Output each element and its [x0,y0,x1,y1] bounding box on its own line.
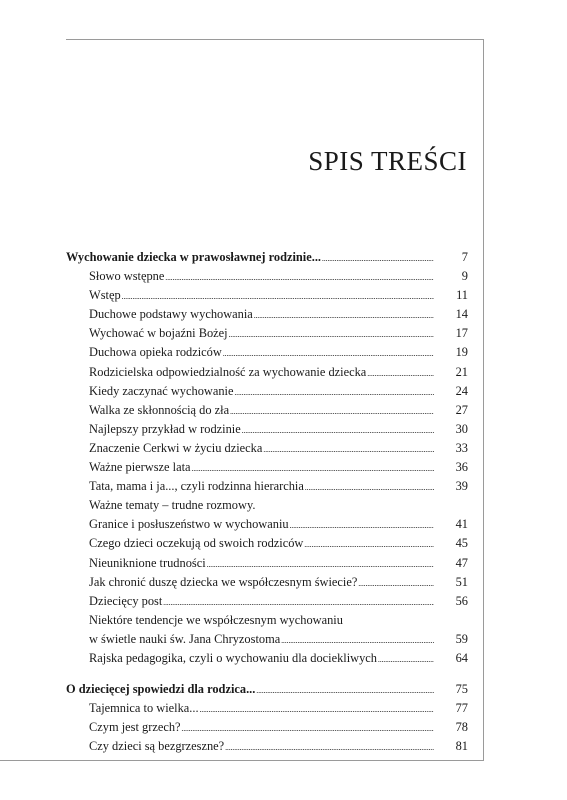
toc-entry-title: Czego dzieci oczekują od swoich rodziców [89,536,304,551]
toc-entry-title: Wychowanie dziecka w prawosławnej rodzinie... [66,250,322,264]
toc-entry-page-number: 30 [455,421,468,436]
toc-entry [66,324,468,343]
toc-entry-title: Niektóre tendencje we współczesnym wychowaniu [89,612,343,627]
toc-entry-title: w świetle nauki św. Jana Chryzostoma [89,631,281,646]
toc-entry-leader [89,554,434,574]
toc-entry [66,477,468,496]
toc-entry-leader [66,248,434,268]
toc-entry-leader [89,477,434,497]
toc-entry-title: Tata, mama i ja..., czyli rodzinna hierarchia [89,479,304,494]
toc-entry-page-number: 51 [455,574,468,589]
toc-entry [66,401,468,420]
toc-entry-leader [89,267,434,287]
toc-entry-title: Tajemnica to wielka... [89,701,199,716]
toc-entry-page-number: 19 [455,345,468,360]
toc-entry-leader [89,363,434,383]
toc-entry-title: Słowo wstępne [89,269,165,284]
toc-entry [66,592,468,611]
toc-entry-page-number: 33 [455,440,468,455]
toc-entry [66,286,468,305]
toc-entry-page-number: 47 [455,555,468,570]
toc-entry-title: Ważne pierwsze lata [89,460,191,475]
toc-entry-leader [89,592,434,612]
toc-entry [66,699,468,718]
toc-entry-title: Jak chronić duszę dziecka we współczesnym świecie? [89,574,358,589]
toc-entry-page-number: 64 [455,650,468,665]
page-border-top [66,39,484,40]
toc-entry-title: Walka ze skłonnością do zła [89,402,230,417]
toc-entry [66,718,468,737]
toc-entry-leader [89,573,434,593]
toc-entry-page-number: 75 [455,682,468,697]
toc-entry-title: Dziecięcy post [89,593,163,608]
toc-entry-leader [89,439,434,459]
toc-entry-title: Rajska pedagogika, czyli o wychowaniu dla dociekliwych [89,650,377,665]
toc-entry-page-number: 27 [455,402,468,417]
toc-entry-leader [66,680,434,700]
toc-entry-title: Wychować w bojaźni Bożej [89,326,228,341]
toc-entry-leader [89,420,434,440]
toc-entry-page-number: 77 [455,701,468,716]
toc-entry-page-number: 59 [455,631,468,646]
toc-entry-title: Czy dzieci są bezgrzeszne? [89,739,225,754]
toc-entry [66,382,468,401]
toc-chapter-entry [66,248,468,267]
toc-entry [66,420,468,439]
toc-entry [66,611,468,630]
toc-entry [66,554,468,573]
toc-entry [66,649,468,668]
toc-entry [66,737,468,756]
toc-entry-leader [89,737,434,757]
toc-entry-leader [89,382,434,402]
toc-entry-page-number: 14 [455,307,468,322]
toc-entry [66,439,468,458]
toc-entry-page-number: 7 [461,250,468,264]
toc-entry-leader [89,496,434,515]
toc-entry-title: Kiedy zaczynać wychowanie [89,383,234,398]
toc-entry-title: Rodzicielska odpowiedzialność za wychowanie dziecka [89,364,367,379]
toc-entry-leader [89,534,434,554]
toc-entry [66,458,468,477]
toc-entry [66,305,468,324]
toc-entry-leader [89,286,434,306]
toc-entry-leader [89,515,434,535]
toc-entry [66,573,468,592]
toc-entry-leader [89,343,434,363]
toc-entry-title: Duchowe podstawy wychowania [89,307,253,322]
toc-entry-leader [89,324,434,344]
toc-entry-leader [89,649,434,669]
toc-entry-leader [89,699,434,719]
toc-entry-page-number: 81 [455,739,468,754]
page-title: SPIS TREŚCI [308,146,467,176]
toc-entry [66,343,468,362]
toc-entry-page-number: 56 [455,593,468,608]
toc-entry-title: Ważne tematy – trudne rozmowy. [89,498,256,513]
toc-entry [66,363,468,382]
toc-entry-page-number: 21 [455,364,468,379]
toc-entry-page-number: 11 [456,288,468,303]
toc-entry-title: Czym jest grzech? [89,720,181,735]
toc-entry-page-number: 41 [455,517,468,532]
toc-entry-leader [89,630,434,650]
toc-entry [66,515,468,534]
toc-entry-title: Nieuniknione trudności [89,555,206,570]
toc-entry-leader [89,718,434,738]
toc-entry-leader [89,305,434,325]
toc-entry-leader [89,458,434,478]
toc-entry-page-number: 78 [455,720,468,735]
toc-entry-page-number: 24 [455,383,468,398]
toc-entry [66,630,468,649]
table-of-contents [66,248,468,756]
toc-entry-title: Duchowa opieka rodziców [89,345,222,360]
page-border-bottom [0,760,484,761]
toc-entry-leader [89,401,434,421]
toc-entry-title: Znaczenie Cerkwi w życiu dziecka [89,440,263,455]
toc-entry-page-number: 39 [455,479,468,494]
toc-entry-title: Najlepszy przykład w rodzinie [89,421,241,436]
toc-chapter-entry [66,680,468,699]
toc-entry-title: Wstęp [89,288,121,303]
toc-entry-page-number: 17 [455,326,468,341]
toc-entry-page-number: 36 [455,460,468,475]
toc-entry-leader [89,611,434,630]
toc-entry [66,534,468,553]
toc-entry-page-number: 45 [455,536,468,551]
page-border-right [483,39,484,761]
toc-entry-page-number: 9 [461,269,468,284]
toc-entry [66,267,468,286]
toc-entry-title: Granice i posłuszeństwo w wychowaniu [89,517,289,532]
toc-entry [66,496,468,515]
toc-entry-title: O dziecięcej spowiedzi dla rodzica... [66,682,256,697]
